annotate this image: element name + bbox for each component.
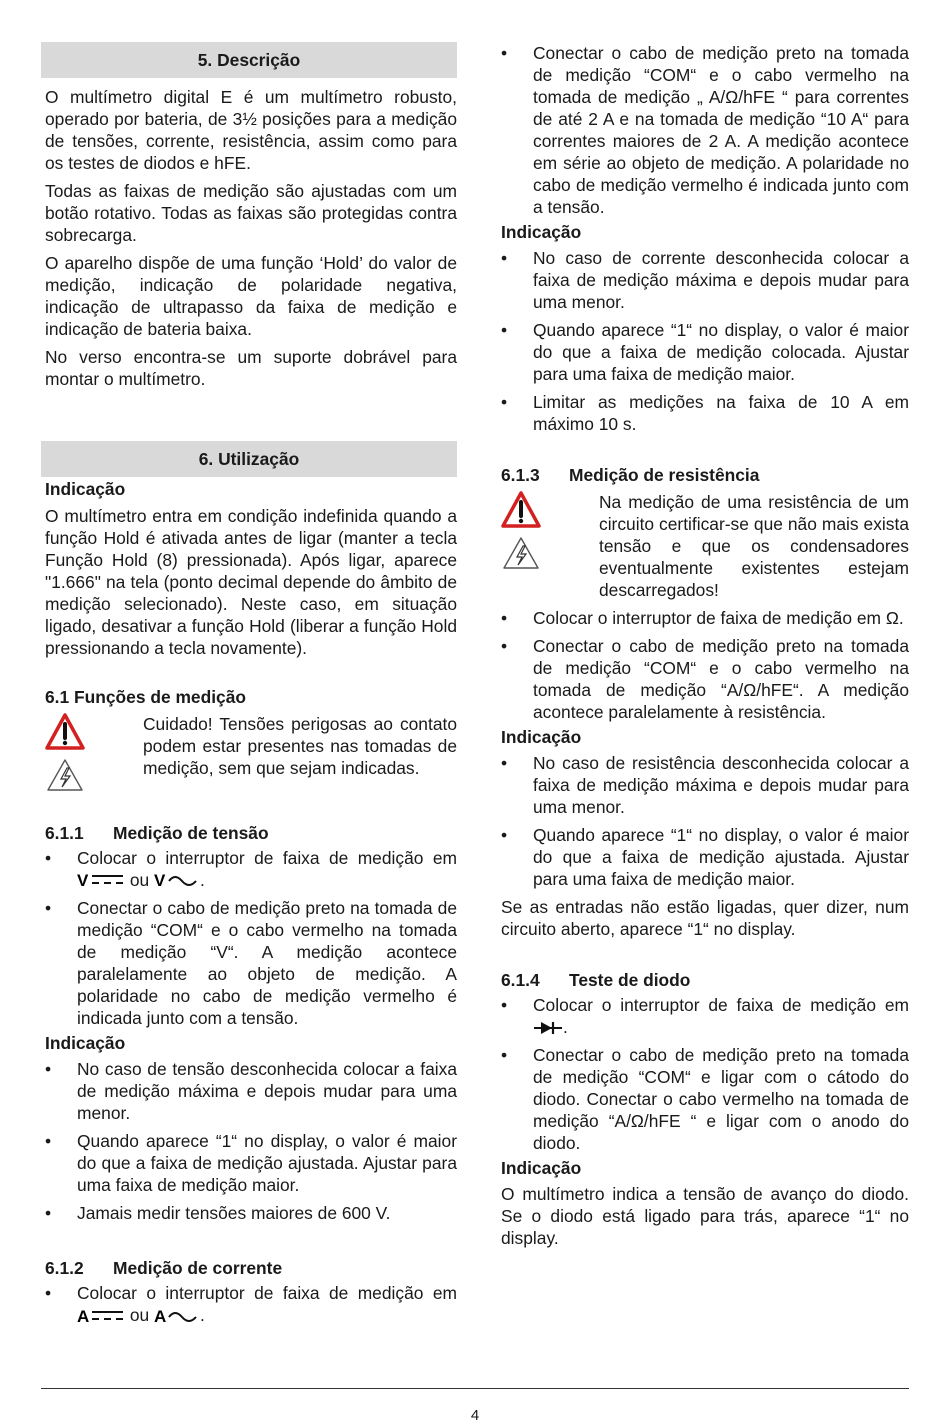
section-5-title: 5. Descrição [41, 42, 457, 78]
s611-title: Medição de tensão [113, 823, 269, 843]
s614-title: Teste de diodo [569, 970, 691, 990]
s613-indicacao: Indicação [501, 727, 582, 747]
list-item: • Jamais medir tensões maiores de 600 V. [45, 1203, 391, 1224]
s611-number: 6.1.1 [45, 823, 84, 843]
list-item: • Quando aparece “1“ no display, o valor é maior do que a faixa de medição ajustada. Ajustar para uma faixa de medição maior. [501, 825, 909, 889]
ac-current-symbol-icon [154, 1307, 200, 1327]
symbol-a-text: A [154, 1306, 167, 1326]
bullet: • [45, 848, 52, 868]
bullet: • [501, 995, 508, 1015]
s5-paragraph-4: No verso encontra-se um suporte dobrável para montar o multímetro. [45, 347, 457, 389]
bullet: • [45, 1059, 52, 1080]
s6-indicacao: Indicação [45, 479, 126, 499]
right-column [497, 42, 909, 1249]
bullet: • [501, 825, 508, 845]
bullet: • [501, 248, 508, 268]
symbol-v-text: V [77, 871, 89, 891]
bullet: • [501, 608, 508, 628]
s613-warning-block [497, 491, 909, 601]
s5-paragraph-3: O aparelho dispõe de uma função ‘Hold’ do valor de medição, indicação de polaridade negativa, indicação de ultrapasso da faixa de medição e indicação de bateria baixa. [45, 253, 457, 339]
s6-paragraph-1: O multímetro entra em condição indefinida quando a função Hold é ativada antes de ligar (manter a tecla Função Hold (8) pressionada). Após ligar, aparece "1.666" na tela (ponto decimal depende do âmbito de medição selecionado). Neste caso, em situação ligado, desativar a função Hold (liberar a função Hold pressionando a tecla novamente). [45, 506, 457, 658]
s61-heading: 6.1 Funções de medição [45, 687, 247, 707]
list-item: • Conectar o cabo de medição preto na tomada de medição “COM“ e o cabo vermelho na tomada de medição „ A/Ω/hFE “ para correntes de até 2 A e na tomada de medição “10 A“ para correntes maiores de 2 A. A medição acontece em série ao objeto de medição. A polaridade no cabo de medição vermelho é indicada junto com a tensão. [501, 43, 909, 217]
s613-paragraph: Se as entradas não estão ligadas, quer dizer, num circuito aberto, aparece “1“ no display. [501, 897, 909, 939]
section-6-title: 6. Utilização [41, 441, 457, 477]
s614-number: 6.1.4 [501, 970, 540, 990]
left-column [41, 42, 457, 1333]
list-item: • No caso de resistência desconhecida colocar a faixa de medição máxima e depois mudar para uma menor. [501, 753, 909, 817]
list-item: • Colocar o interruptor de faixa de medição em Ω. [501, 608, 904, 628]
footer-divider [41, 1388, 909, 1389]
list-item: • Conectar o cabo de medição preto na tomada de medição “COM“ e o cabo vermelho na tomada de medição “V“. A medição acontece paralelamente ao objeto de medição. A polaridade no cabo de medição vermelho é indicada junto com a tensão. [45, 898, 457, 1029]
s613-number: 6.1.3 [501, 465, 540, 485]
s612-indicacao: Indicação [501, 222, 582, 242]
s611-heading [41, 821, 457, 845]
s612-number: 6.1.2 [45, 1258, 84, 1279]
dc-current-symbol-icon [77, 1307, 125, 1327]
dc-voltage-symbol-icon [77, 871, 125, 891]
bullet: • [501, 392, 508, 412]
list-item: • Colocar o interruptor de faixa de medição em V ou V . [45, 848, 457, 891]
list-item: • No caso de corrente desconhecida colocar a faixa de medição máxima e depois mudar para uma menor. [501, 248, 909, 312]
bullet: • [45, 1131, 52, 1152]
s5-paragraph-1: O multímetro digital E é um multímetro robusto, operado por bateria, de 3½ posições para a medição de tensões, corrente, resistência, assim como para os testes de diodos e hFE. [45, 87, 457, 173]
s61-warning-text: Cuidado! Tensões perigosas ao contato podem estar presentes nas tomadas de medição, sem que sejam indicadas. [143, 714, 457, 778]
warning-triangle-icon [501, 491, 541, 529]
list-item: • Quando aparece “1“ no display, o valor é maior do que a faixa de medição colocada. Ajustar para uma faixa de medição maior. [501, 320, 909, 384]
s614-indicacao: Indicação [501, 1158, 582, 1178]
s611-indicacao: Indicação [45, 1033, 126, 1054]
bullet: • [501, 753, 508, 773]
list-item: • Quando aparece “1“ no display, o valor é maior do que a faixa de medição ajustada. Ajustar para uma faixa de medição maior. [45, 1131, 457, 1196]
s612-title: Medição de corrente [113, 1258, 283, 1279]
list-item: • Colocar o interruptor de faixa de medição em A ou A . [45, 1283, 457, 1326]
warning-triangle-icon [45, 713, 85, 751]
list-item: • Limitar as medições na faixa de 10 A em máximo 10 s. [501, 392, 909, 434]
diode-symbol-icon [533, 1019, 563, 1037]
high-voltage-icon [501, 535, 541, 571]
s61-warning-block [41, 713, 457, 793]
s613-title: Medição de resistência [569, 465, 760, 485]
bullet: • [501, 320, 508, 340]
bullet: • [501, 43, 508, 63]
bullet: • [501, 1045, 508, 1065]
ac-voltage-symbol-icon [154, 871, 200, 891]
high-voltage-icon [45, 757, 85, 793]
list-item: • Colocar o interruptor de faixa de medição em . [501, 995, 909, 1037]
s614-heading [497, 968, 909, 992]
s5-paragraph-2: Todas as faixas de medição são ajustadas com um botão rotativo. Todas as faixas são protegidas contra sobrecarga. [45, 181, 457, 245]
bullet: • [45, 1283, 52, 1304]
s612-heading [41, 1256, 457, 1280]
bullet: • [45, 898, 52, 919]
list-item: • Conectar o cabo de medição preto na tomada de medição “COM“ e ligar com o cátodo do diodo. Conectar o cabo vermelho na tomada de medição “A/Ω/hFE “ e ligar com o anodo do diodo. [501, 1045, 909, 1153]
page-number: 4 [470, 1407, 480, 1424]
bullet: • [501, 636, 508, 656]
s613-heading [497, 463, 909, 487]
list-item: • No caso de tensão desconhecida colocar a faixa de medição máxima e depois mudar para uma menor. [45, 1059, 457, 1124]
bullet: • [45, 1203, 52, 1224]
list-item: • Conectar o cabo de medição preto na tomada de medição “COM“ e o cabo vermelho na tomada de medição “A/Ω/hFE“. A medição acontece paralelamente à resistência. [501, 636, 909, 722]
s614-paragraph: O multímetro indica a tensão de avanço do diodo. Se o diodo está ligado para trás, aparece “1“ no display. [501, 1184, 909, 1248]
symbol-a-text: A [77, 1306, 90, 1326]
symbol-v-text: V [154, 871, 166, 891]
s613-warning-text: Na medição de uma resistência de um circuito certificar-se que não mais exista tensão e que os condensadores eventualmente existentes estejam descarregados! [599, 492, 909, 600]
